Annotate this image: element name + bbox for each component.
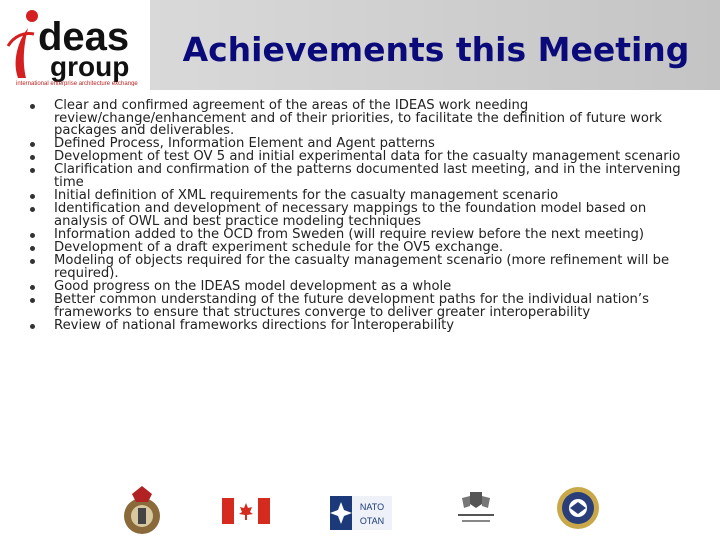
svg-text:deas: deas <box>38 15 130 59</box>
bullet-text: Identification and development of necessary mappings to the foundation model based on analysis of OWL and best practice modeling techniques <box>54 201 647 229</box>
bullet-icon <box>30 155 35 160</box>
list-item <box>28 100 698 138</box>
bullet-icon <box>30 207 35 212</box>
slide-title: Achievements this Meeting <box>182 30 690 69</box>
svg-text:NATO: NATO <box>359 502 385 512</box>
achievements-list <box>28 100 698 333</box>
bullet-text: Initial definition of XML requirements for the casualty management scenario <box>54 188 559 204</box>
slide-header <box>0 0 720 90</box>
bullet-icon <box>30 168 35 173</box>
bullet-text: Review of national frameworks directions for Interoperability <box>54 317 455 333</box>
list-item <box>28 203 698 228</box>
australia-crest-icon <box>452 488 500 528</box>
bullet-text: Clarification and confirmation of the patterns documented last meeting, and in the intervening time <box>54 162 681 191</box>
partner-logos <box>0 482 720 540</box>
bullet-text: Development of a draft experiment schedule for the OV5 exchange. <box>54 240 504 256</box>
canada-flag-icon <box>222 498 270 524</box>
bullet-icon <box>30 142 35 147</box>
bullet-text: Good progress on the IDEAS model development as a whole <box>54 278 452 294</box>
ideas-group-logo <box>4 6 154 86</box>
bullet-icon <box>30 194 35 199</box>
bullet-icon <box>30 246 35 251</box>
bullet-icon <box>30 285 35 290</box>
list-item <box>28 291 698 320</box>
us-dod-seal-icon <box>556 486 600 530</box>
bullet-text: Modeling of objects required for the casualty management scenario (more refinement will be required). <box>54 253 670 281</box>
list-item <box>28 164 698 189</box>
nato-otan-icon <box>330 496 392 530</box>
svg-text:group: group <box>50 51 130 82</box>
list-item <box>28 317 698 333</box>
list-item <box>28 255 698 280</box>
bullet-text: Better common understanding of the future development paths for the individual nation’s frameworks to ensure that structures converge to deliver greater interoperability <box>54 291 649 320</box>
bullet-text: Information added to the OCD from Sweden (will require review before the next meeting) <box>54 226 645 242</box>
bullet-icon <box>30 233 35 238</box>
bullet-icon <box>30 259 35 264</box>
svg-text:international enterprise archi: international enterprise architecture exchange <box>16 81 138 86</box>
bullet-text: Development of test OV 5 and initial experimental data for the casualty management scenario <box>54 149 681 165</box>
bullet-icon <box>30 104 35 109</box>
svg-text:OTAN: OTAN <box>359 516 385 526</box>
bullet-text: Clear and confirmed agreement of the areas of the IDEAS work needing review/change/enhancement and of their priorities, to facilitate the definition of future work packages and deliverables. <box>54 98 662 139</box>
bullet-icon <box>30 298 35 303</box>
uk-mod-crest-icon <box>118 482 166 538</box>
bullet-text: Defined Process, Information Element and Agent patterns <box>54 136 435 152</box>
bullet-icon <box>30 324 35 329</box>
